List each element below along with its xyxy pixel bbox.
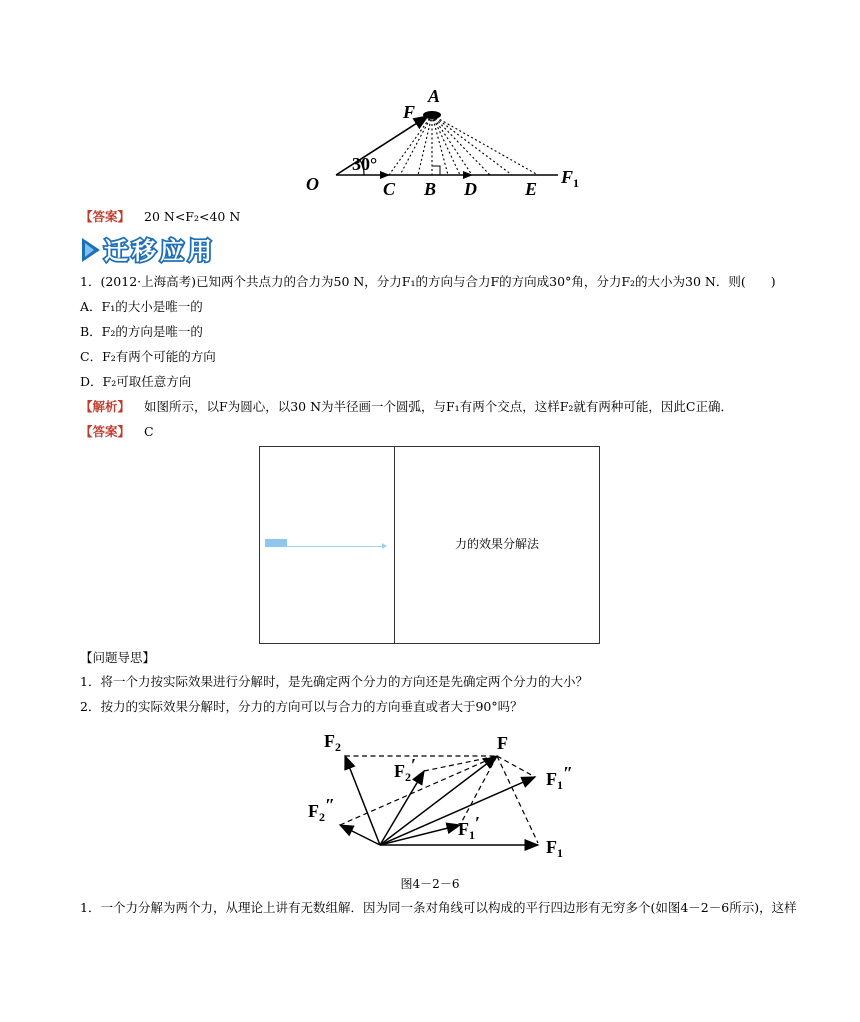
arrow-c (380, 171, 390, 179)
resultant-f-line (336, 116, 428, 175)
f2-prime-arrow (380, 771, 424, 845)
method-table (259, 446, 600, 644)
answer-text-2: C (144, 424, 154, 439)
arrow-right-icon (382, 543, 387, 549)
option-d: D．F₂可取任意方向 (80, 374, 192, 389)
label-f2-prime: $F_2'$ (394, 755, 417, 784)
label-c: C (383, 179, 396, 199)
force-diagram-2 (300, 725, 590, 865)
analysis-line (80, 399, 733, 415)
answer-tag: 【答案】 (80, 209, 131, 224)
analysis-text: 如图所示，以F为圆心，以30 N为半径画一个圆弧，与F₁有两个交点，这样F₂就有两种可能，因此C正确． (144, 399, 733, 414)
answer-line-2 (80, 424, 154, 440)
label-d: D (464, 179, 477, 199)
label-angle: 30° (352, 154, 378, 174)
table-right-label: 力的效果分解法 (454, 537, 539, 551)
force-diagram-1 (300, 80, 600, 205)
label-f1-prime: $F_1'$ (458, 813, 481, 842)
dotted-line-ac (389, 115, 432, 175)
left-cell-tag (265, 539, 287, 547)
label-f1: $F_1$ (546, 837, 563, 860)
label-e: E (525, 179, 538, 199)
banner-title: 迁移应用 (104, 237, 216, 265)
label-f1: $F_1$ (561, 167, 580, 190)
label-b: B (424, 179, 437, 199)
label-o: O (306, 174, 319, 194)
dotted-line-ae (432, 115, 538, 175)
option-a: A．F₁的大小是唯一的 (80, 299, 203, 314)
arrow-d (463, 171, 473, 179)
analysis-tag: 【解析】 (80, 399, 131, 414)
answer-text: 20 N<F₂<40 N (144, 209, 241, 224)
f2-arrow (345, 756, 380, 845)
guide-item-1: 1．将一个力按实际效果进行分解时，是先确定两个分力的方向还是先确定两个分力的大小？ (80, 674, 588, 689)
label-f: F (497, 733, 508, 753)
left-cell-arrow-line (287, 546, 383, 547)
label-f2: $F_2$ (324, 731, 341, 754)
question-stem: 1．(2012·上海高考)已知两个共点力的合力为50 N，分力F₁的方向与合力F的方向成30°角，分力F₂的大小为30 N．则( ) (80, 274, 776, 289)
option-b: B．F₂的方向是唯一的 (80, 324, 203, 339)
label-a: A (428, 86, 441, 106)
answer-tag-2: 【答案】 (80, 424, 131, 439)
option-c: C．F₂有两个可能的方向 (80, 349, 216, 364)
label-f2-double-prime: $F_2''$ (308, 795, 335, 824)
point-a-mark (423, 111, 441, 119)
guide-item-2: 2．按力的实际效果分解时，分力的方向可以与合力的方向垂直或者大于90°吗？ (80, 699, 523, 714)
right-angle-mark (432, 166, 440, 175)
label-f1-double-prime: $F_1''$ (546, 763, 573, 792)
guide-title: 【问题导思】 (80, 650, 156, 665)
answer-line-1 (80, 209, 240, 225)
banner-transfer-application (80, 234, 250, 266)
label-f: F (403, 102, 416, 122)
figure-caption: 图4－2－6 (400, 877, 460, 891)
body-paragraph: 1．一个力分解为两个力，从理论上讲有无数组解．因为同一条对角线可以构成的平行四边形有无穷多个(如图4－2－6所示)，这样 (80, 900, 797, 915)
